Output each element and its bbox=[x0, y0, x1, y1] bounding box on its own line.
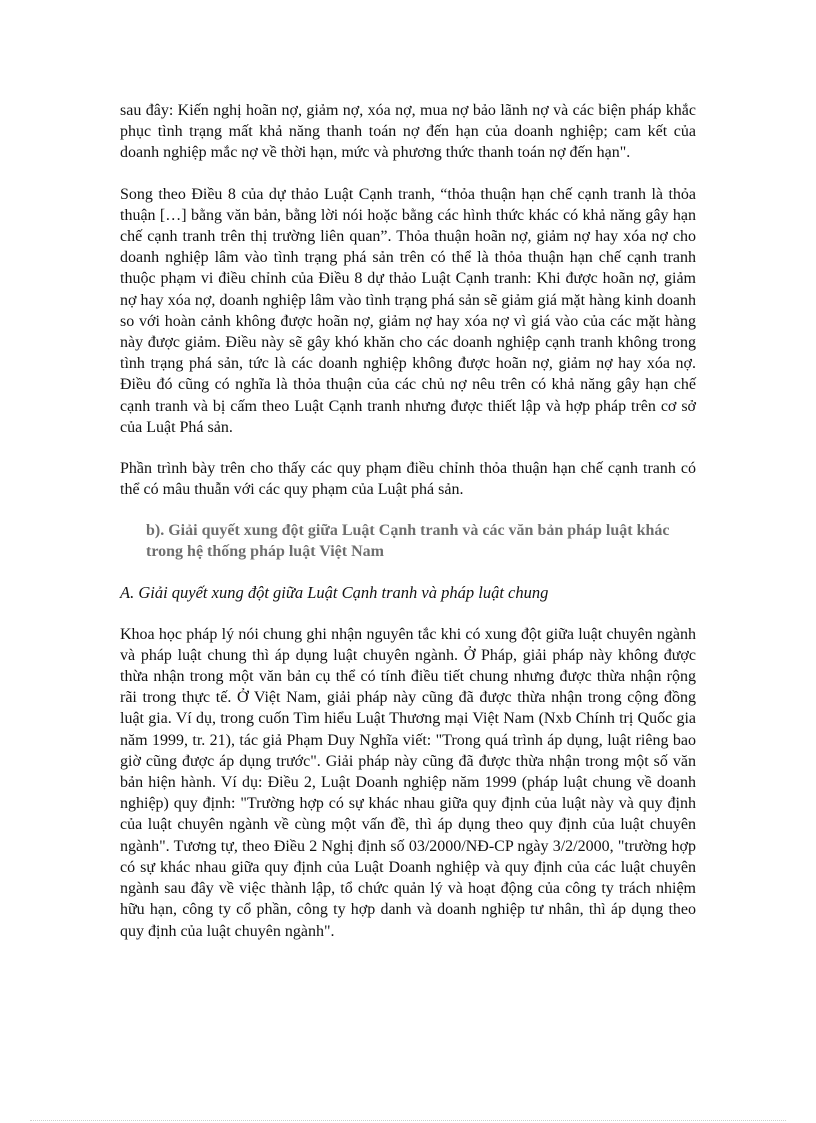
page-bottom-divider bbox=[30, 1120, 786, 1121]
paragraph-conflict-summary: Phần trình bày trên cho thấy các quy phạm điều chỉnh thỏa thuận hạn chế cạnh tranh có thể có mâu thuẫn với các quy phạm của Luật phá sản. bbox=[120, 460, 696, 499]
paragraph-article-8: Song theo Điều 8 của dự thảo Luật Cạnh tranh, “thỏa thuận hạn chế cạnh tranh là thỏa thuận […] bằng văn bản, bằng lời nói hoặc bằng các hình thức khác có khả năng gây hạn chế cạnh tranh trên thị trường liên quan”. Thỏa thuận hoãn nợ, giảm nợ hay xóa nợ cho doanh nghiệp lâm vào tình trạng phá sản trên có thể là thỏa thuận hạn chế cạnh tranh thuộc phạm vi điều chỉnh của Điều 8 dự thảo Luật Cạnh tranh: Khi được hoãn nợ, giảm nợ hay xóa nợ, doanh nghiệp lâm vào tình trạng phá sản sẽ giảm giá mặt hàng kinh doanh so với hoàn cảnh không được hoãn nợ, giảm nợ hay xóa nợ vì giá vào của các mặt hàng này được giảm. Điều này sẽ gây khó khăn cho các doanh nghiệp cạnh tranh không trong tình trạng phá sản, tức là các doanh nghiệp không được hoãn nợ, giảm nợ hay xóa nợ. Điều đó cũng có nghĩa là thỏa thuận của các chủ nợ nêu trên có khả năng gây hạn chế cạnh tranh và bị cấm theo Luật Cạnh tranh nhưng được thiết lập và hợp pháp trên cơ sở của Luật Phá sản. bbox=[120, 185, 696, 436]
paragraph-debt-measures: sau đây: Kiến nghị hoãn nợ, giảm nợ, xóa nợ, mua nợ bảo lãnh nợ và các biện pháp khắc phục tình trạng mất khả năng thanh toán nợ đến hạn của doanh nghiệp; cam kết của doanh nghiệp mắc nợ về thời hạn, mức và phương thức thanh toán nợ đến hạn". bbox=[120, 102, 696, 162]
subsection-heading-a: A. Giải quyết xung đột giữa Luật Cạnh tranh và pháp luật chung bbox=[120, 583, 549, 603]
document-body bbox=[120, 100, 696, 962]
section-heading-b: b). Giải quyết xung đột giữa Luật Cạnh tranh và các văn bản pháp luật khác trong hệ thống pháp luật Việt Nam bbox=[146, 522, 670, 561]
paragraph-specialized-law: Khoa học pháp lý nói chung ghi nhận nguyên tắc khi có xung đột giữa luật chuyên ngành và pháp luật chung thì áp dụng luật chuyên ngành. Ở Pháp, giải pháp này không được thừa nhận trong một văn bản cụ thể có tính điều tiết chung nhưng được thừa nhận rộng rãi trong thực tế. Ở Việt Nam, giải pháp này cũng đã được thừa nhận trong cộng đồng luật gia. Ví dụ, trong cuốn Tìm hiểu Luật Thương mại Việt Nam (Nxb Chính trị Quốc gia năm 1999, tr. 21), tác giả Phạm Duy Nghĩa viết: "Trong quá trình áp dụng, luật riêng bao giờ cũng được áp dụng trước". Giải pháp này cũng đã được thừa nhận trong một số văn bản hiện hành. Ví dụ: Điều 2, Luật Doanh nghiệp năm 1999 (pháp luật chung về doanh nghiệp) quy định: "Trường hợp có sự khác nhau giữa quy định của luật này và quy định của luật chuyên ngành về cùng một vấn đề, thì áp dụng theo quy định của luật chuyên ngành". Tương tự, theo Điều 2 Nghị định số 03/2000/NĐ-CP ngày 3/2/2000, "trường hợp có sự khác nhau giữa quy định của Luật Doanh nghiệp và quy định của các luật chuyên ngành sau đây về việc thành lập, tổ chức quản lý và hoạt động của công ty trách nhiệm hữu hạn, công ty cổ phần, công ty hợp danh và doanh nghiệp tư nhân, thì áp dụng theo quy định của luật chuyên ngành". bbox=[120, 625, 696, 940]
